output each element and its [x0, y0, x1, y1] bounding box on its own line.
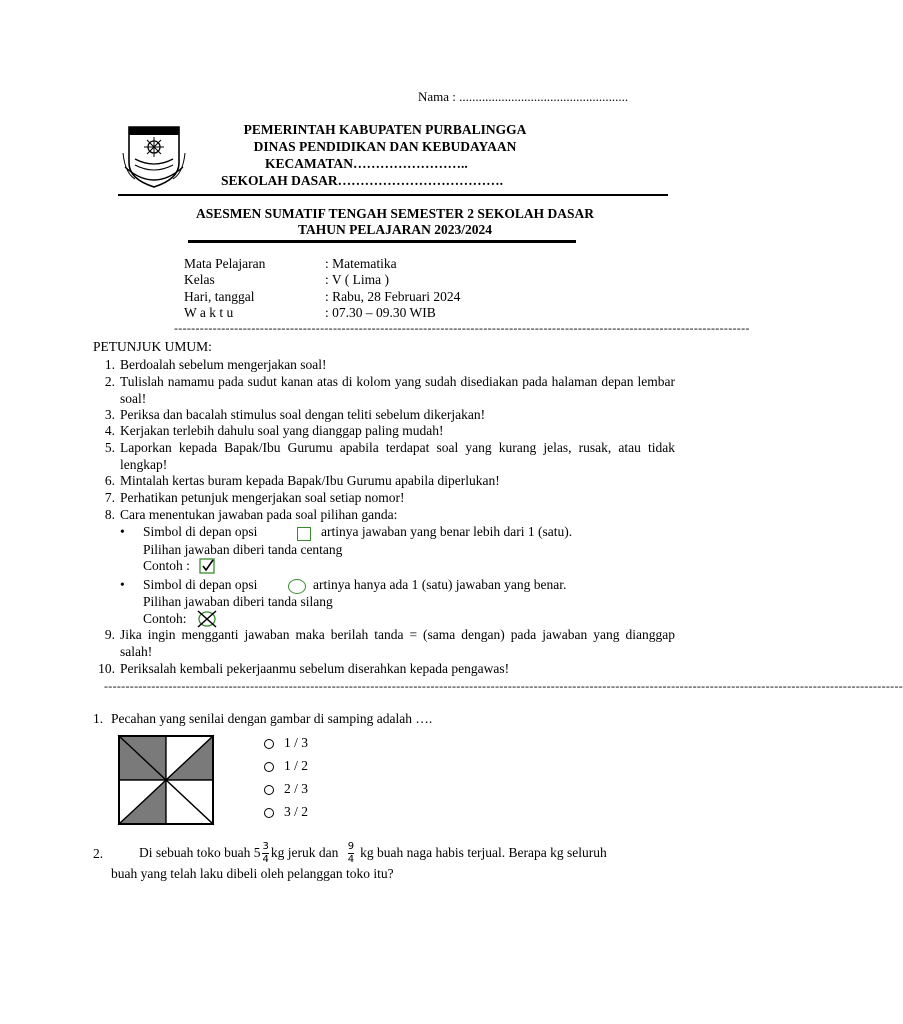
- radio-icon: [264, 739, 274, 749]
- fraction-numerator: 9: [347, 841, 355, 853]
- bullet-text-pre: Simbol di depan opsi: [143, 524, 258, 539]
- header-divider: [118, 194, 668, 196]
- info-label: Kelas: [184, 272, 215, 287]
- item-number: 9.: [104, 627, 115, 642]
- item-text: Tulislah namamu pada sudut kanan atas di kolom yang sudah disediakan pada halaman depan lembar soal!: [120, 374, 675, 406]
- mixed-fraction: [262, 842, 268, 865]
- exam-title: ASESMEN SUMATIF TENGAH SEMESTER 2 SEKOLAH DASAR: [195, 206, 595, 221]
- info-label: Hari, tanggal: [184, 289, 255, 304]
- bullet-text-post: artinya hanya ada 1 (satu) jawaban yang benar.: [313, 577, 567, 592]
- radio-icon: [264, 762, 274, 772]
- item-text: Perhatikan petunjuk mengerjakan soal setiap nomor!: [120, 490, 405, 505]
- fraction: [348, 842, 354, 865]
- checkbox-symbol: [297, 527, 311, 541]
- answer-option[interactable]: [264, 781, 308, 797]
- item-text: Periksalah kembali pekerjaanmu sebelum diserahkan kepada pengawas!: [120, 661, 510, 676]
- q2-text-b: kg jeruk dan: [270, 845, 339, 860]
- info-value: : Matematika: [325, 256, 397, 271]
- dashed-divider: ------------------------------------------------------------------------------------------------------------------------------------------------------------------------------------------: [104, 679, 903, 693]
- bullet-line2: Pilihan jawaban diberi tanda silang: [143, 594, 333, 609]
- info-value: : V ( Lima ): [325, 272, 389, 287]
- item-number: 2.: [104, 374, 115, 389]
- radio-icon: [264, 785, 274, 795]
- circle-symbol: [288, 579, 306, 594]
- cross-example-icon: [196, 610, 218, 628]
- school-year: TAHUN PELAJARAN 2023/2024: [297, 222, 492, 237]
- bullet-dot: •: [120, 577, 125, 592]
- question-text: Pecahan yang senilai dengan gambar di samping adalah ….: [111, 711, 433, 726]
- info-value: : 07.30 – 09.30 WIB: [325, 305, 436, 320]
- item-number: 8.: [104, 507, 115, 522]
- question-text: [139, 838, 607, 868]
- header-line-2: DINAS PENDIDIKAN DAN KEBUDAYAAN: [253, 139, 517, 154]
- item-number: 10.: [98, 661, 115, 676]
- bullet-text-post: artinya jawaban yang benar lebih dari 1 (satu).: [321, 524, 573, 539]
- item-text: Cara menentukan jawaban pada soal pilihan ganda:: [120, 507, 398, 522]
- example-label: Contoh :: [143, 558, 190, 573]
- bullet-line2: Pilihan jawaban diberi tanda centang: [143, 542, 343, 557]
- item-text: Mintalah kertas buram kepada Bapak/Ibu Gurumu apabila diperlukan!: [120, 473, 500, 488]
- fraction-denominator: 4: [347, 854, 355, 866]
- question-number: 2.: [93, 846, 104, 861]
- answer-option[interactable]: [264, 735, 308, 751]
- info-label: W a k t u: [184, 305, 234, 320]
- item-number: 3.: [104, 407, 115, 422]
- answer-option[interactable]: [264, 804, 308, 820]
- instructions-heading: PETUNJUK UMUM:: [93, 339, 212, 354]
- answer-option[interactable]: [264, 758, 308, 774]
- question-number: 1.: [93, 711, 104, 726]
- checkmark-example-icon: [199, 558, 216, 574]
- option-text: 1 / 3: [284, 735, 309, 750]
- bullet-text-pre: Simbol di depan opsi: [143, 577, 258, 592]
- title-underline: [188, 240, 576, 243]
- item-text: Laporkan kepada Bapak/Ibu Gurumu apabila terdapat soal yang kurang jelas, rusak, atau tidak lengkap!: [120, 440, 675, 472]
- header-line-1: PEMERINTAH KABUPATEN PURBALINGGA: [243, 122, 527, 137]
- option-text: 2 / 3: [284, 781, 309, 796]
- item-number: 5.: [104, 440, 115, 455]
- item-number: 7.: [104, 490, 115, 505]
- q2-text-a: Di sebuah toko buah 5: [139, 845, 261, 860]
- item-text: Kerjakan terlebih dahulu soal yang dianggap paling mudah!: [120, 423, 444, 438]
- item-number: 4.: [104, 423, 115, 438]
- header-line-4: SEKOLAH DASAR……………………………….: [221, 173, 504, 188]
- regency-logo: [121, 123, 187, 191]
- fraction-numerator: 3: [262, 841, 269, 853]
- info-value: : Rabu, 28 Februari 2024: [325, 289, 461, 304]
- item-text: Jika ingin mengganti jawaban maka berilah tanda = (sama dengan) pada jawaban yang dianggap salah!: [120, 627, 675, 659]
- question-text-line2: buah yang telah laku dibeli oleh pelanggan toko itu?: [111, 866, 394, 881]
- bullet-dot: •: [120, 524, 125, 539]
- fraction-denominator: 4: [262, 854, 269, 866]
- fraction-figure: [117, 734, 215, 826]
- q2-text-c: kg buah naga habis terjual. Berapa kg seluruh: [360, 845, 607, 860]
- info-label: Mata Pelajaran: [184, 256, 266, 271]
- option-text: 1 / 2: [284, 758, 309, 773]
- header-line-3: KECAMATAN……………………..: [265, 156, 468, 171]
- item-number: 6.: [104, 473, 115, 488]
- radio-icon: [264, 808, 274, 818]
- dashed-divider: --------------------------------------------------------------------------------------------------------------------------------------: [174, 321, 750, 335]
- item-number: 1.: [104, 357, 115, 372]
- example-label: Contoh:: [143, 611, 187, 626]
- name-label: Nama: [418, 89, 450, 104]
- bullet-text: [143, 524, 257, 540]
- item-text: Berdoalah sebelum mengerjakan soal!: [120, 357, 327, 372]
- item-text: Periksa dan bacalah stimulus soal dengan teliti sebelum dikerjakan!: [120, 407, 486, 422]
- option-text: 3 / 2: [284, 804, 309, 819]
- name-value: : ....................................................: [452, 89, 629, 104]
- name-field: [418, 89, 628, 105]
